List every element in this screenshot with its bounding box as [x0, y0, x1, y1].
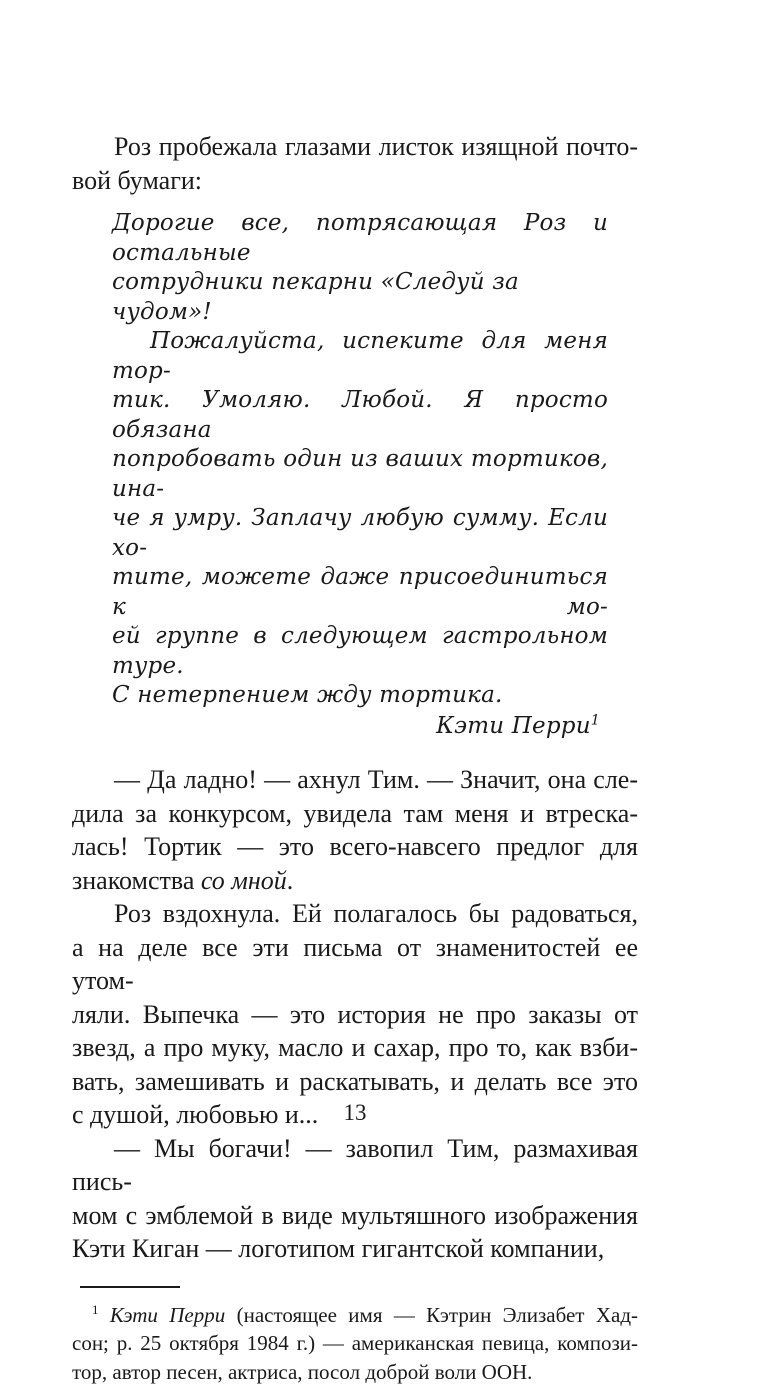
paragraph	[72, 897, 638, 1132]
text-line	[112, 445, 608, 504]
text-segment: — Мы богачи! — завопил Тим, размахивая пись-	[72, 1134, 638, 1197]
text-line	[72, 797, 638, 831]
text-line	[72, 1199, 638, 1233]
paragraph	[72, 130, 638, 197]
text-segment: Дорогие все, потрясающая Роз и остальные	[112, 210, 608, 266]
text-segment: лась! Тортик — это всего-навсего предлог для	[72, 832, 638, 861]
text-segment: вать, замешивать и раскатывать, и делать все это	[72, 1067, 638, 1096]
text-segment: С нетерпением жду тортика.	[112, 682, 503, 708]
text-line	[72, 130, 638, 164]
text-segment: сотрудники пекарни «Следуй за чудом»!	[112, 269, 519, 325]
text-segment: тик. Умоляю. Любой. Я просто обязана	[112, 387, 608, 443]
text-segment: че я умру. Заплачу любую сумму. Если хо-	[112, 505, 608, 561]
paragraph	[112, 209, 608, 327]
text-line	[72, 763, 638, 797]
text-line	[72, 1301, 638, 1330]
text-segment: дила за конкурсом, увидела там меня и втреска-	[72, 799, 638, 828]
body-paragraphs	[72, 763, 638, 1266]
text-segment	[99, 1303, 110, 1327]
text-segment: ей группе в следующем гастрольном туре.	[112, 623, 608, 679]
text-line	[112, 504, 608, 563]
text-segment: вой бумаги:	[72, 166, 202, 195]
text-line	[72, 1031, 638, 1065]
text-segment: — Да ладно! — ахнул Тим. — Значит, она сле-	[114, 765, 638, 794]
text-segment: с душой, любовью и...	[72, 1100, 318, 1129]
text-line	[72, 164, 638, 198]
text-line	[112, 563, 608, 622]
text-segment: Роз вздохнула. Ей полагалось бы радоваться,	[114, 899, 638, 928]
text-line	[72, 1329, 638, 1358]
text-line	[112, 209, 608, 268]
text-segment: Кэти Перри	[436, 713, 591, 739]
text-segment: Роз пробежала глазами листок изящной почто-	[114, 132, 638, 161]
letter-signature	[112, 712, 600, 742]
text-line	[72, 1065, 638, 1099]
text-segment: тор, автор песен, актриса, посол доброй воли ООН.	[72, 1360, 532, 1384]
text-segment: звезд, а про муку, масло и сахар, про то, как взби-	[72, 1033, 638, 1062]
text-segment: тите, можете даже присоединиться к мо-	[112, 564, 608, 620]
letter-text	[112, 209, 608, 711]
italic-text: Кэти Перри	[110, 1303, 225, 1327]
text-line	[72, 998, 638, 1032]
paragraph	[72, 1132, 638, 1266]
text-segment: знакомства	[72, 866, 201, 895]
text-line	[72, 830, 638, 864]
text-segment: попробовать один из ваших тортиков, ина-	[112, 446, 608, 502]
text-line	[72, 931, 638, 998]
text-column	[72, 130, 638, 1386]
text-line	[112, 681, 608, 711]
text-segment: сон; р. 25 октября 1984 г.) — американская певица, компози-	[72, 1331, 638, 1355]
text-line	[72, 1132, 638, 1199]
text-line	[112, 386, 608, 445]
text-line	[112, 268, 608, 327]
letter-block	[112, 209, 608, 741]
footnote	[72, 1301, 638, 1386]
text-line	[72, 1358, 638, 1386]
text-segment: (настоящее имя — Кэтрин Элизабет Хад-	[225, 1303, 638, 1327]
text-segment: Кэти Киган — логотипом гигантской компании,	[72, 1234, 604, 1263]
paragraph	[112, 327, 608, 711]
paragraph	[72, 763, 638, 897]
text-segment: мом с эмблемой в виде мультяшного изображения	[72, 1201, 638, 1230]
text-line	[72, 1232, 638, 1266]
paragraph	[72, 1301, 638, 1386]
intro-paragraph	[72, 130, 638, 197]
text-line	[112, 327, 608, 386]
text-line	[72, 897, 638, 931]
footnote-mark: 1	[591, 712, 600, 728]
text-segment: .	[287, 866, 294, 895]
text-line	[112, 622, 608, 681]
text-segment: Пожалуйста, испеките для меня тор-	[112, 328, 608, 384]
text-segment: ляли. Выпечка — это история не про заказы от	[72, 1000, 638, 1029]
page-number: 13	[72, 1100, 638, 1126]
footnote-divider	[80, 1286, 180, 1288]
italic-text: со мной	[201, 866, 287, 895]
footnote-mark: 1	[92, 1302, 99, 1317]
text-line	[72, 864, 638, 898]
text-segment: а на деле все эти письма от знаменитостей ее утом-	[72, 933, 638, 996]
